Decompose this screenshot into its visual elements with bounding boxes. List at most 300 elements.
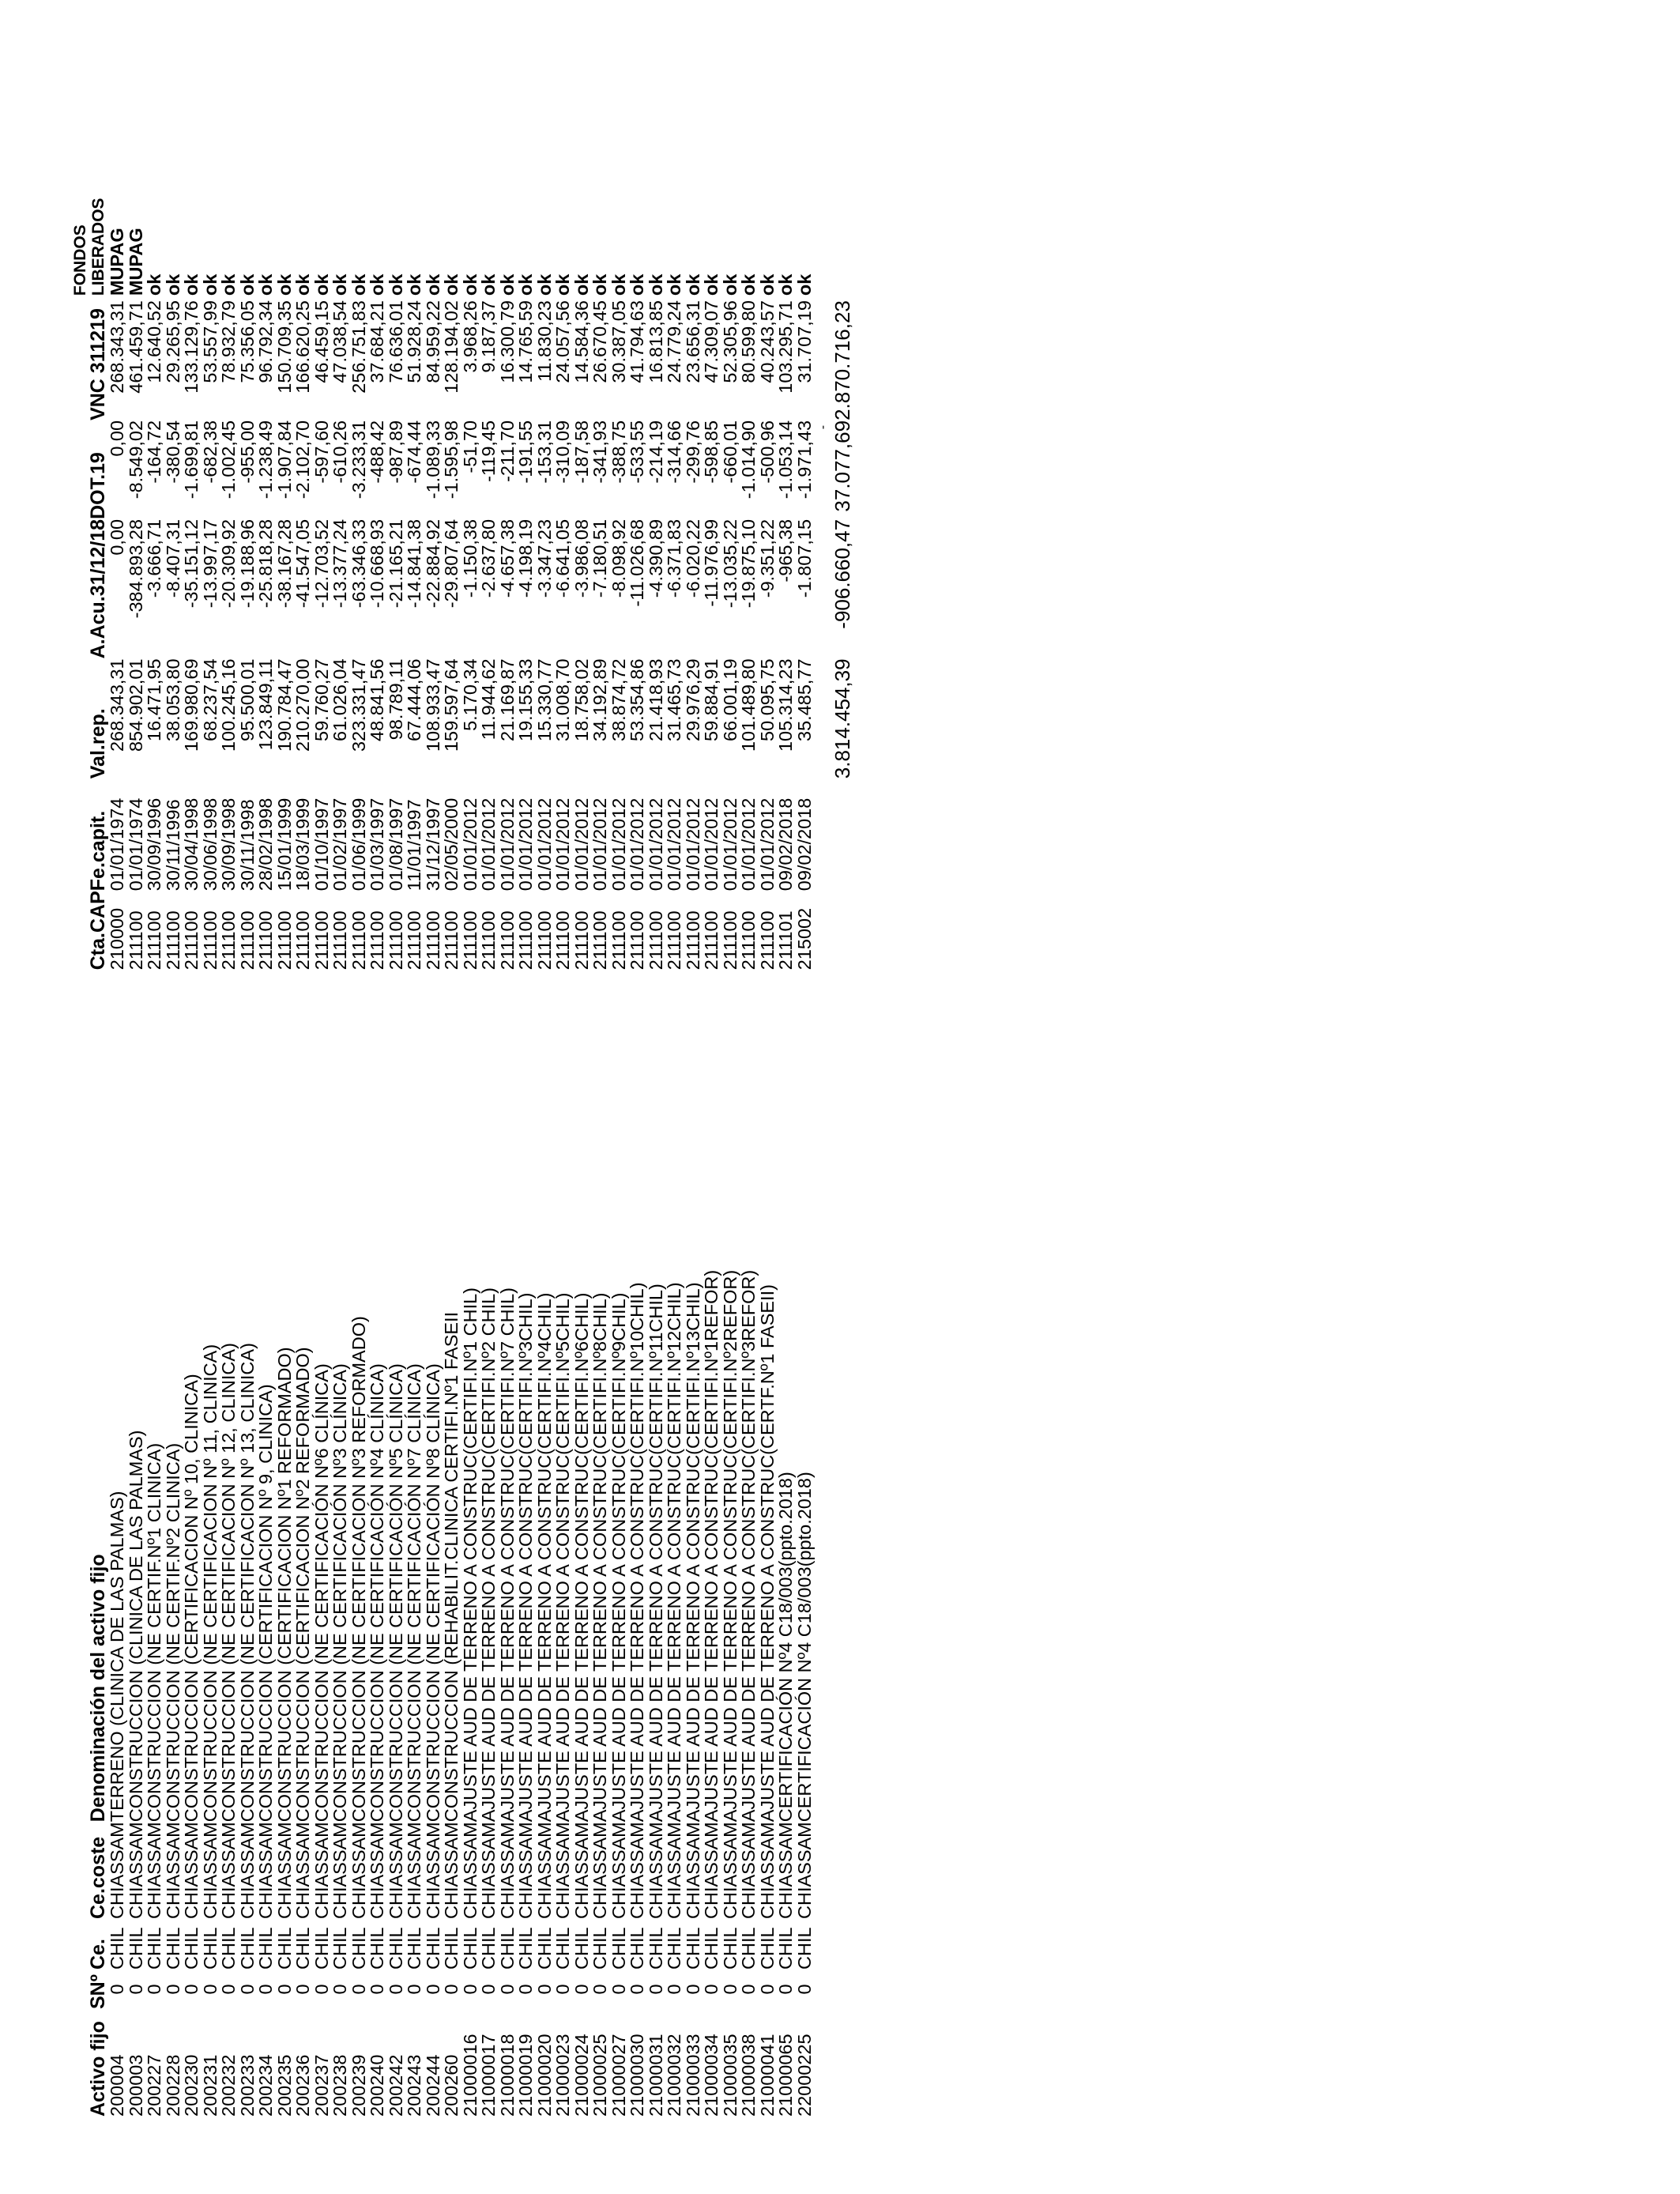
header-ce-coste: Ce.coste <box>87 1836 109 1919</box>
cell-ce-coste: CHIASSAM <box>478 1822 499 1919</box>
cell-vnc: 40.243,57 <box>756 300 778 383</box>
cell-val-rep: 59.884,91 <box>701 658 721 741</box>
cell-denominacion: CONSTRUCCION (NE CERTIFICACIÓN Nº7 CLÍNICA) <box>404 1363 424 1823</box>
cell-cta-cap: 211100 <box>590 910 610 971</box>
cell-denominacion: CERTIFICACIÓN Nº4 C18/003(ppto.2018) <box>775 1472 796 1823</box>
cell-a-acu: -29.807,64 <box>441 518 461 609</box>
cell-vnc: 11.830,23 <box>533 300 555 382</box>
cell-dot: -388,75 <box>608 420 629 484</box>
cell-sn: 0 <box>756 1984 778 1995</box>
cell-cta-cap: 211100 <box>738 910 759 971</box>
table-row <box>368 228 387 2117</box>
cell-val-rep: 21.418,93 <box>645 658 666 741</box>
cell-fondos: ok <box>199 273 220 296</box>
cell-activo-fijo: 21000019 <box>515 2034 536 2117</box>
cell-dot: -2.102,70 <box>292 420 313 499</box>
cell-a-acu: -965,38 <box>775 518 796 582</box>
cell-vnc: 51.928,24 <box>404 300 424 383</box>
cell-ce-coste: CHIASSAM <box>645 1822 666 1919</box>
cell-activo-fijo: 22000225 <box>793 2034 815 2117</box>
cell-vnc: 78.932,79 <box>218 300 239 383</box>
cell-ce-coste: CHIASSAM <box>107 1822 127 1919</box>
cell-fondos: ok <box>311 273 332 296</box>
cell-dot: -211,70 <box>496 420 518 482</box>
cell-val-rep: 68.237,54 <box>199 658 220 741</box>
cell-fondos: ok <box>348 273 369 296</box>
cell-sn: 0 <box>273 1984 295 1995</box>
cell-cta-cap: 211100 <box>515 910 536 971</box>
cell-vnc: 461.459,71 <box>125 300 146 394</box>
cell-sn: 0 <box>144 1984 164 1995</box>
cell-cta-cap: 211100 <box>404 910 424 971</box>
cell-val-rep: 95.500,01 <box>236 658 258 741</box>
table-row <box>183 228 202 2117</box>
cell-dot: -380,54 <box>162 420 183 484</box>
cell-dot: -1.699,81 <box>181 420 202 499</box>
cell-fondos: ok <box>793 273 815 296</box>
fixed-assets-table <box>71 198 854 2117</box>
cell-activo-fijo: 200004 <box>107 2054 127 2117</box>
cell-ce: CHIL <box>330 1927 350 1970</box>
cell-cta-cap: 211100 <box>719 910 740 971</box>
cell-denominacion: CONSTRUCCION (CERTIFICACION Nº2 REFORMADO) <box>292 1347 313 1823</box>
cell-ce-coste: CHIASSAM <box>701 1822 721 1919</box>
cell-fe-capit: 11/01/1997 <box>404 799 424 892</box>
cell-val-rep: 18.758,02 <box>571 658 592 741</box>
cell-dot: -674,44 <box>404 420 424 484</box>
cell-denominacion: AJUSTE AUD DE TERRENO A CONSTRUC(CERTIFI.Nº12CHIL) <box>664 1282 684 1823</box>
cell-ce: CHIL <box>181 1927 202 1970</box>
cell-fondos: ok <box>496 273 518 296</box>
cell-cta-cap: 211100 <box>236 910 258 971</box>
cell-ce-coste: CHIASSAM <box>793 1822 815 1919</box>
cell-a-acu: -22.884,92 <box>422 518 443 609</box>
cell-fondos: ok <box>441 273 461 296</box>
cell-fondos: ok <box>330 273 350 296</box>
cell-activo-fijo: 21000017 <box>478 2034 499 2117</box>
cell-fe-capit: 01/10/1997 <box>311 797 332 892</box>
cell-val-rep: 11.944,62 <box>478 658 499 741</box>
cell-sn: 0 <box>608 1984 629 1995</box>
cell-denominacion: AJUSTE AUD DE TERRENO A CONSTRUC(CERTIFI.Nº6CHIL) <box>571 1292 592 1823</box>
cell-vnc: 268.343,31 <box>107 300 127 394</box>
cell-fe-capit: 01/01/2012 <box>515 797 536 892</box>
cell-vnc: 16.300,79 <box>496 300 518 383</box>
cell-cta-cap: 211100 <box>459 910 480 971</box>
cell-activo-fijo: 200244 <box>422 2054 443 2117</box>
cell-dot: -500,96 <box>756 420 778 484</box>
cell-denominacion: CONSTRUCCION (NE CERTIFICACIÓN Nº6 CLÍNICA) <box>311 1363 332 1823</box>
cell-ce: CHIL <box>218 1927 239 1970</box>
cell-ce: CHIL <box>478 1927 499 1970</box>
cell-ce-coste: CHIASSAM <box>348 1822 369 1919</box>
cell-sn: 0 <box>107 1984 127 1995</box>
cell-ce-coste: CHIASSAM <box>441 1822 461 1919</box>
cell-sn: 0 <box>385 1984 406 1995</box>
header-ce: Ce. <box>87 1939 109 1970</box>
cell-ce-coste: CHIASSAM <box>590 1822 610 1919</box>
cell-fondos: ok <box>682 273 703 296</box>
cell-sn: 0 <box>533 1984 555 1995</box>
cell-activo-fijo: 200236 <box>292 2054 313 2117</box>
cell-a-acu: -3.986,08 <box>571 518 592 598</box>
cell-fondos: ok <box>552 273 573 296</box>
cell-val-rep: 268.343,31 <box>107 658 127 752</box>
cell-fondos: ok <box>533 273 555 296</box>
cell-fondos: ok <box>367 273 387 296</box>
table-row <box>573 228 592 2117</box>
cell-vnc: 14.765,59 <box>515 300 536 383</box>
cell-ce: CHIL <box>756 1927 778 1970</box>
cell-vnc: 30.387,05 <box>608 300 629 383</box>
cell-sn: 0 <box>590 1984 610 1995</box>
cell-vnc: 84.959,22 <box>422 300 443 383</box>
cell-a-acu: -38.167,28 <box>273 518 295 609</box>
cell-activo-fijo: 21000030 <box>627 2034 647 2117</box>
cell-fondos: ok <box>701 273 721 296</box>
cell-sn: 0 <box>218 1984 239 1995</box>
table-row <box>443 228 461 2117</box>
cell-ce-coste: CHIASSAM <box>571 1822 592 1919</box>
cell-ce-coste: CHIASSAM <box>738 1822 759 1919</box>
cell-ce-coste: CHIASSAM <box>682 1822 703 1919</box>
cell-ce-coste: CHIASSAM <box>181 1822 202 1919</box>
cell-a-acu: -21.165,21 <box>385 518 406 609</box>
cell-ce-coste: CHIASSAM <box>756 1822 778 1919</box>
cell-fe-capit: 30/09/1998 <box>218 797 239 892</box>
cell-vnc: 37.684,21 <box>367 300 387 383</box>
totals-row <box>832 228 853 2117</box>
cell-ce: CHIL <box>367 1927 387 1970</box>
cell-val-rep: 159.597,64 <box>441 658 461 752</box>
cell-val-rep: 66.001,19 <box>719 658 740 741</box>
cell-ce: CHIL <box>107 1927 127 1970</box>
cell-activo-fijo: 200003 <box>125 2054 146 2117</box>
cell-activo-fijo: 21000035 <box>719 2034 740 2117</box>
table-row <box>276 228 295 2117</box>
cell-cta-cap: 211100 <box>608 910 629 971</box>
cell-sn: 0 <box>404 1984 424 1995</box>
table-row <box>257 228 276 2117</box>
cell-a-acu: -13.997,17 <box>199 518 220 609</box>
cell-ce: CHIL <box>311 1927 332 1970</box>
cell-denominacion: CONSTRUCCION (CERTIFICACION Nº1 REFORMADO) <box>273 1347 295 1823</box>
total-dot: 37.077,69 <box>831 420 854 512</box>
cell-activo-fijo: 21000025 <box>590 2034 610 2117</box>
cell-val-rep: 16.471,95 <box>144 658 164 741</box>
cell-denominacion: AJUSTE AUD DE TERRENO A CONSTRUC(CERTIFI.Nº3CHIL) <box>515 1292 536 1823</box>
cell-fondos: ok <box>459 273 480 296</box>
header-row <box>89 228 108 2117</box>
cell-denominacion: AJUSTE AUD DE TERRENO A CONSTRUC(CERTIFI.Nº5CHIL) <box>552 1292 573 1823</box>
cell-activo-fijo: 21000038 <box>738 2034 759 2117</box>
cell-vnc: 76.636,01 <box>385 300 406 383</box>
cell-ce-coste: CHIASSAM <box>273 1822 295 1919</box>
cell-dot: -955,00 <box>236 420 258 484</box>
cell-vnc: 3.968,26 <box>459 300 480 373</box>
cell-a-acu: -41.547,05 <box>292 518 313 609</box>
cell-ce-coste: CHIASSAM <box>255 1822 276 1919</box>
cell-fe-capit: 01/01/2012 <box>664 797 684 892</box>
cell-cta-cap: 211100 <box>441 910 461 971</box>
cell-fe-capit: 01/01/2012 <box>719 797 740 892</box>
cell-dot: -1.238,49 <box>255 420 276 499</box>
cell-sn: 0 <box>348 1984 369 1995</box>
cell-activo-fijo: 200235 <box>273 2054 295 2117</box>
table-row <box>647 228 666 2117</box>
cell-denominacion: CERTIFICACIÓN Nº4 C18/003(ppto.2018) <box>793 1472 815 1823</box>
cell-ce: CHIL <box>348 1927 369 1970</box>
cell-fe-capit: 01/01/2012 <box>645 797 666 892</box>
total-vnc: 2.870.716,23 <box>831 300 854 420</box>
cell-fe-capit: 01/01/2012 <box>738 797 759 892</box>
cell-val-rep: 98.789,11 <box>385 658 406 741</box>
cell-ce: CHIL <box>645 1927 666 1970</box>
total-a-acu: -906.660,47 <box>831 518 854 629</box>
cell-activo-fijo: 21000065 <box>775 2034 796 2117</box>
table-row <box>108 228 127 2117</box>
cell-a-acu: -7.180,51 <box>590 518 610 598</box>
cell-denominacion: AJUSTE AUD DE TERRENO A CONSTRUC(CERTIFI.Nº4CHIL) <box>533 1292 555 1823</box>
cell-cta-cap: 211100 <box>367 910 387 971</box>
cell-val-rep: 21.169,87 <box>496 658 518 741</box>
cell-cta-cap: 211100 <box>162 910 183 971</box>
header-fondos-line2: LIBERADOS <box>89 198 107 296</box>
cell-fondos: ok <box>756 273 778 296</box>
cell-vnc: 52.305,96 <box>719 300 740 383</box>
cell-ce: CHIL <box>292 1927 313 1970</box>
cell-vnc: 31.707,19 <box>793 300 815 383</box>
cell-fe-capit: 01/01/2012 <box>701 797 721 892</box>
cell-fondos: ok <box>385 273 406 296</box>
table-row <box>591 228 610 2117</box>
cell-val-rep: 854.902,01 <box>125 658 146 752</box>
cell-dot: -1.971,43 <box>793 420 815 499</box>
cell-dot: -1.089,33 <box>422 420 443 499</box>
cell-ce: CHIL <box>701 1927 721 1970</box>
cell-denominacion: AJUSTE AUD DE TERRENO A CONSTRUC(CERTF.Nº1 FASEII) <box>756 1284 778 1823</box>
table-row <box>220 228 239 2117</box>
cell-a-acu: -13.377,24 <box>330 518 350 609</box>
cell-cta-cap: 211100 <box>756 910 778 971</box>
cell-denominacion: CONSTRUCCION (NE CERTIFICACIÓN Nº5 CLÍNICA) <box>385 1363 406 1823</box>
cell-vnc: 12.640,52 <box>144 300 164 383</box>
cell-activo-fijo: 200239 <box>348 2054 369 2117</box>
cell-ce-coste: CHIASSAM <box>664 1822 684 1919</box>
cell-dot: -187,58 <box>571 420 592 484</box>
cell-sn: 0 <box>367 1984 387 1995</box>
cell-activo-fijo: 21000023 <box>552 2034 573 2117</box>
cell-ce: CHIL <box>719 1927 740 1970</box>
cell-fe-capit: 30/11/1996 <box>162 799 183 892</box>
table-row <box>331 228 350 2117</box>
cell-sn: 0 <box>162 1984 183 1995</box>
cell-dot: -341,93 <box>590 420 610 484</box>
cell-dot: -3.233,31 <box>348 420 369 499</box>
cell-dot: -191,55 <box>515 420 536 484</box>
cell-dot: -119,45 <box>478 420 499 482</box>
cell-denominacion: AJUSTE AUD DE TERRENO A CONSTRUC(CERTIFI.Nº8CHIL) <box>590 1292 610 1823</box>
cell-a-acu: -12.703,52 <box>311 518 332 609</box>
cell-activo-fijo: 21000024 <box>571 2034 592 2117</box>
table-row <box>424 228 443 2117</box>
cell-ce-coste: CHIASSAM <box>627 1822 647 1919</box>
cell-sn: 0 <box>236 1984 258 1995</box>
cell-denominacion: CONSTRUCCION (NE CERTIFICACIÓN Nº8 CLÍNICA) <box>422 1363 443 1823</box>
cell-fe-capit: 01/01/2012 <box>496 797 518 892</box>
cell-fe-capit: 01/01/1974 <box>107 797 127 892</box>
cell-ce: CHIL <box>496 1927 518 1970</box>
cell-vnc: 9.187,37 <box>478 300 499 373</box>
cell-cta-cap: 211100 <box>645 910 666 971</box>
cell-cta-cap: 211100 <box>682 910 703 971</box>
cell-cta-cap: 211100 <box>627 910 647 971</box>
cell-fondos: MUPAG <box>107 228 127 296</box>
cell-val-rep: 53.354,86 <box>627 658 647 741</box>
cell-cta-cap: 211100 <box>199 910 220 971</box>
cell-activo-fijo: 200260 <box>441 2054 461 2117</box>
cell-fe-capit: 18/03/1999 <box>292 797 313 892</box>
cell-val-rep: 38.874,72 <box>608 658 629 741</box>
cell-denominacion: AJUSTE AUD DE TERRENO A CONSTRUC(CERTIFI.Nº7 CHIL) <box>496 1287 518 1823</box>
cell-fe-capit: 30/09/1996 <box>144 797 164 892</box>
cell-ce: CHIL <box>552 1927 573 1970</box>
cell-val-rep: 31.465,73 <box>664 658 684 741</box>
cell-a-acu: 0,00 <box>107 518 127 556</box>
table-row <box>536 228 555 2117</box>
cell-fondos: ok <box>273 273 295 296</box>
cell-fondos: ok <box>664 273 684 296</box>
cell-val-rep: 108.933,47 <box>422 658 443 752</box>
cell-fondos: MUPAG <box>125 228 146 296</box>
cell-fondos: ok <box>515 273 536 296</box>
cell-activo-fijo: 200233 <box>236 2054 258 2117</box>
cell-vnc: 133.129,76 <box>181 300 202 394</box>
cell-denominacion: CONSTRUCCION (NE CERTIFICACIÓN Nº3 CLÍNICA) <box>330 1363 350 1823</box>
dash-mark: - <box>816 424 830 430</box>
cell-val-rep: 210.270,00 <box>292 658 313 752</box>
cell-activo-fijo: 21000020 <box>533 2034 555 2117</box>
cell-dot: -660,01 <box>719 420 740 484</box>
cell-fondos: ok <box>292 273 313 296</box>
header-fondos-cell <box>71 198 108 300</box>
cell-val-rep: 5.170,34 <box>459 658 480 731</box>
cell-denominacion: AJUSTE AUD DE TERRENO A CONSTRUC(CERTIFI.Nº1 CHIL) <box>459 1287 480 1823</box>
cell-fondos: ok <box>181 273 202 296</box>
cell-sn: 0 <box>422 1984 443 1995</box>
cell-activo-fijo: 21000031 <box>645 2034 666 2117</box>
cell-val-rep: 19.155,33 <box>515 658 536 741</box>
cell-ce-coste: CHIASSAM <box>125 1822 146 1919</box>
cell-fe-capit: 30/11/1998 <box>236 799 258 892</box>
cell-cta-cap: 211100 <box>125 910 146 971</box>
cell-activo-fijo: 21000041 <box>756 2034 778 2117</box>
cell-vnc: 26.670,45 <box>590 300 610 383</box>
cell-fe-capit: 09/02/2018 <box>793 797 815 892</box>
cell-fondos: ok <box>775 273 796 296</box>
cell-denominacion: AJUSTE AUD DE TERRENO A CONSTRUC(CERTIFI.Nº2REFOR) <box>719 1269 740 1823</box>
cell-activo-fijo: 21000027 <box>608 2034 629 2117</box>
table-row <box>517 228 536 2117</box>
cell-a-acu: -4.198,19 <box>515 518 536 598</box>
table-row <box>350 228 369 2117</box>
cell-a-acu: -6.641,05 <box>552 518 573 598</box>
cell-dot: -164,72 <box>144 420 164 484</box>
table-row <box>145 228 164 2117</box>
header-val-rep: Val.rep. <box>87 708 109 779</box>
table-row <box>740 228 759 2117</box>
table-row <box>684 228 703 2117</box>
cell-sn: 0 <box>552 1984 573 1995</box>
cell-fe-capit: 01/01/2012 <box>590 797 610 892</box>
cell-sn: 0 <box>496 1984 518 1995</box>
cell-fondos: ok <box>478 273 499 296</box>
cell-denominacion: CONSTRUCCION (NE CERTIF.Nº2 CLINICA) <box>162 1442 183 1823</box>
cell-fe-capit: 01/02/1997 <box>330 797 350 892</box>
table-row <box>554 228 573 2117</box>
cell-sn: 0 <box>255 1984 276 1995</box>
cell-ce: CHIL <box>793 1927 815 1970</box>
cell-ce-coste: CHIASSAM <box>459 1822 480 1919</box>
table-body <box>108 228 814 2117</box>
cell-dot: -987,89 <box>385 420 406 484</box>
cell-cta-cap: 211100 <box>496 910 518 971</box>
cell-ce-coste: CHIASSAM <box>330 1822 350 1919</box>
cell-sn: 0 <box>701 1984 721 1995</box>
cell-a-acu: -384.893,28 <box>125 518 146 619</box>
cell-cta-cap: 211100 <box>273 910 295 971</box>
cell-fondos: ok <box>571 273 592 296</box>
cell-fe-capit: 31/12/1997 <box>422 797 443 892</box>
cell-ce: CHIL <box>738 1927 759 1970</box>
cell-vnc: 256.751,83 <box>348 300 369 394</box>
cell-fondos: ok <box>645 273 666 296</box>
cell-ce: CHIL <box>125 1927 146 1970</box>
cell-val-rep: 105.314,23 <box>775 658 796 752</box>
cell-cta-cap: 211100 <box>478 910 499 971</box>
cell-a-acu: -9.351,22 <box>756 518 778 598</box>
cell-fondos: ok <box>422 273 443 296</box>
table-row <box>405 228 424 2117</box>
cell-fe-capit: 09/02/2018 <box>775 797 796 892</box>
cell-sn: 0 <box>645 1984 666 1995</box>
cell-a-acu: -6.020,22 <box>682 518 703 598</box>
header-activo-fijo: Activo fijo <box>87 2021 109 2117</box>
cell-fe-capit: 02/05/2000 <box>441 797 461 892</box>
cell-ce: CHIL <box>255 1927 276 1970</box>
cell-ce: CHIL <box>144 1927 164 1970</box>
cell-a-acu: -35.151,12 <box>181 518 202 609</box>
cell-denominacion: AJUSTE AUD DE TERRENO A CONSTRUC(CERTIFI.Nº1REFOR) <box>701 1269 721 1823</box>
cell-ce-coste: CHIASSAM <box>218 1822 239 1919</box>
cell-dot: -314,66 <box>664 420 684 484</box>
cell-a-acu: -14.841,38 <box>404 518 424 609</box>
table-row <box>721 228 740 2117</box>
cell-ce: CHIL <box>422 1927 443 1970</box>
cell-a-acu: -8.098,92 <box>608 518 629 598</box>
cell-val-rep: 50.095,75 <box>756 658 778 741</box>
cell-activo-fijo: 21000034 <box>701 2034 721 2117</box>
cell-sn: 0 <box>199 1984 220 1995</box>
cell-ce: CHIL <box>199 1927 220 1970</box>
cell-cta-cap: 211100 <box>181 910 202 971</box>
cell-denominacion: AJUSTE AUD DE TERRENO A CONSTRUC(CERTIFI.Nº9CHIL) <box>608 1292 629 1823</box>
cell-ce-coste: CHIASSAM <box>533 1822 555 1919</box>
cell-vnc: 128.194,02 <box>441 300 461 394</box>
cell-activo-fijo: 200232 <box>218 2054 239 2117</box>
cell-ce: CHIL <box>571 1927 592 1970</box>
cell-cta-cap: 211100 <box>552 910 573 971</box>
